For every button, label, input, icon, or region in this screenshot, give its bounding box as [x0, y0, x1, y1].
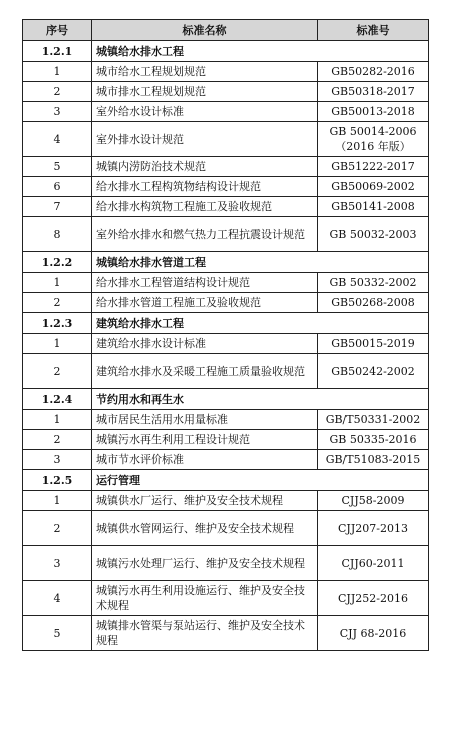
standard-code-line: GB51222-2017 [331, 160, 415, 173]
standard-name: 室外排水设计规范 [92, 122, 318, 157]
standard-code-line: GB/T50331-2002 [325, 413, 421, 426]
row-number: 2 [23, 354, 92, 389]
row-number: 1 [23, 410, 92, 430]
section-title: 运行管理 [92, 470, 429, 491]
standard-code [318, 511, 429, 546]
table-row [23, 546, 429, 581]
row-number: 8 [23, 217, 92, 252]
standard-code-line: GB 50014-2006 [329, 125, 417, 138]
standard-code [318, 546, 429, 581]
standard-name: 城镇供水管网运行、维护及安全技术规程 [92, 511, 318, 546]
table-row [23, 177, 429, 197]
table-row [23, 354, 429, 389]
table-row [23, 581, 429, 616]
table-row [23, 410, 429, 430]
standard-code [318, 334, 429, 354]
section-title: 建筑给水排水工程 [92, 313, 429, 334]
standard-code [318, 197, 429, 217]
standard-name: 给水排水工程构筑物结构设计规范 [92, 177, 318, 197]
standard-code [318, 177, 429, 197]
standard-name: 建筑给水排水设计标准 [92, 334, 318, 354]
table-row [23, 450, 429, 470]
table-row [23, 273, 429, 293]
row-number: 2 [23, 82, 92, 102]
row-number: 5 [23, 616, 92, 651]
section-row [23, 470, 429, 491]
row-number: 7 [23, 197, 92, 217]
standard-name: 城镇内涝防治技术规范 [92, 157, 318, 177]
table-row [23, 157, 429, 177]
table-row [23, 334, 429, 354]
section-row [23, 389, 429, 410]
standard-code-line: GB50141-2008 [331, 200, 415, 213]
table-row [23, 511, 429, 546]
standard-code [318, 293, 429, 313]
standard-code-line: GB50282-2016 [331, 65, 415, 78]
standard-name: 城市节水评价标准 [92, 450, 318, 470]
standard-name: 室外给水设计标准 [92, 102, 318, 122]
standard-code [318, 82, 429, 102]
standard-code-line: GB50242-2002 [331, 364, 415, 378]
row-number: 2 [23, 511, 92, 546]
section-number: 1.2.4 [23, 389, 92, 410]
row-number: 2 [23, 430, 92, 450]
table-row [23, 217, 429, 252]
standard-code [318, 450, 429, 470]
standard-code [318, 430, 429, 450]
standards-table [22, 19, 429, 651]
standard-name: 城市居民生活用水用量标准 [92, 410, 318, 430]
standard-code-line: （2016 年版） [335, 140, 411, 153]
row-number: 1 [23, 62, 92, 82]
table-body [23, 41, 429, 651]
standard-code-line: GB 50335-2016 [329, 433, 417, 446]
header-name: 标准名称 [92, 20, 318, 41]
standard-name: 城市排水工程规划规范 [92, 82, 318, 102]
standard-code-line: GB50318-2017 [331, 85, 415, 98]
table-row [23, 430, 429, 450]
row-number: 6 [23, 177, 92, 197]
row-number: 4 [23, 122, 92, 157]
standard-name: 室外给水排水和燃气热力工程抗震设计规范 [92, 217, 318, 252]
standard-code-line: GB 50032-2003 [329, 227, 417, 241]
standard-name: 给水排水管道工程施工及验收规范 [92, 293, 318, 313]
standard-name: 城镇供水厂运行、维护及安全技术规程 [92, 491, 318, 511]
standard-code [318, 122, 429, 157]
standard-code [318, 62, 429, 82]
standard-name: 城镇污水再生利用工程设计规范 [92, 430, 318, 450]
section-number: 1.2.3 [23, 313, 92, 334]
table-row [23, 293, 429, 313]
standard-name: 建筑给水排水及采暖工程施工质量验收规范 [92, 354, 318, 389]
standard-code-line: CJJ58-2009 [341, 494, 405, 507]
standard-code [318, 581, 429, 616]
standard-code-line: GB50015-2019 [331, 337, 415, 350]
header-seq: 序号 [23, 20, 92, 41]
standard-name: 城镇排水管渠与泵站运行、维护及安全技术规程 [92, 616, 318, 651]
row-number: 4 [23, 581, 92, 616]
standard-code-line: CJJ60-2011 [341, 556, 405, 570]
standard-name: 给水排水工程管道结构设计规范 [92, 273, 318, 293]
standard-name: 城镇污水处理厂运行、维护及安全技术规程 [92, 546, 318, 581]
standard-code-line: CJJ252-2016 [338, 591, 408, 605]
standard-code-line: CJJ207-2013 [338, 521, 408, 535]
standard-name: 城镇污水再生利用设施运行、维护及安全技术规程 [92, 581, 318, 616]
standard-code-line: GB50013-2018 [331, 105, 415, 118]
section-title: 城镇给水排水管道工程 [92, 252, 429, 273]
header-code: 标准号 [318, 20, 429, 41]
standard-name: 城市给水工程规划规范 [92, 62, 318, 82]
section-row [23, 41, 429, 62]
standard-code [318, 491, 429, 511]
standard-code [318, 410, 429, 430]
section-number: 1.2.2 [23, 252, 92, 273]
standard-name: 给水排水构筑物工程施工及验收规范 [92, 197, 318, 217]
standard-code-line: GB/T51083-2015 [325, 453, 421, 466]
table-row [23, 102, 429, 122]
section-number: 1.2.1 [23, 41, 92, 62]
row-number: 3 [23, 546, 92, 581]
row-number: 1 [23, 334, 92, 354]
table-header-row [23, 20, 429, 41]
row-number: 1 [23, 491, 92, 511]
table-row [23, 82, 429, 102]
row-number: 2 [23, 293, 92, 313]
standard-code-line: GB50069-2002 [331, 180, 415, 193]
standard-code-line: GB 50332-2002 [329, 276, 417, 289]
standard-code [318, 217, 429, 252]
section-row [23, 252, 429, 273]
standard-code [318, 157, 429, 177]
section-number: 1.2.5 [23, 470, 92, 491]
table-row [23, 122, 429, 157]
row-number: 1 [23, 273, 92, 293]
standard-code [318, 354, 429, 389]
section-title: 城镇给水排水工程 [92, 41, 429, 62]
table-row [23, 491, 429, 511]
standard-code [318, 273, 429, 293]
section-row [23, 313, 429, 334]
standard-code-line: CJJ 68-2016 [339, 626, 407, 640]
standard-code [318, 616, 429, 651]
row-number: 5 [23, 157, 92, 177]
standard-code-line: GB50268-2008 [331, 296, 415, 309]
section-title: 节约用水和再生水 [92, 389, 429, 410]
table-row [23, 616, 429, 651]
row-number: 3 [23, 102, 92, 122]
row-number: 3 [23, 450, 92, 470]
table-row [23, 62, 429, 82]
table-row [23, 197, 429, 217]
standard-code [318, 102, 429, 122]
